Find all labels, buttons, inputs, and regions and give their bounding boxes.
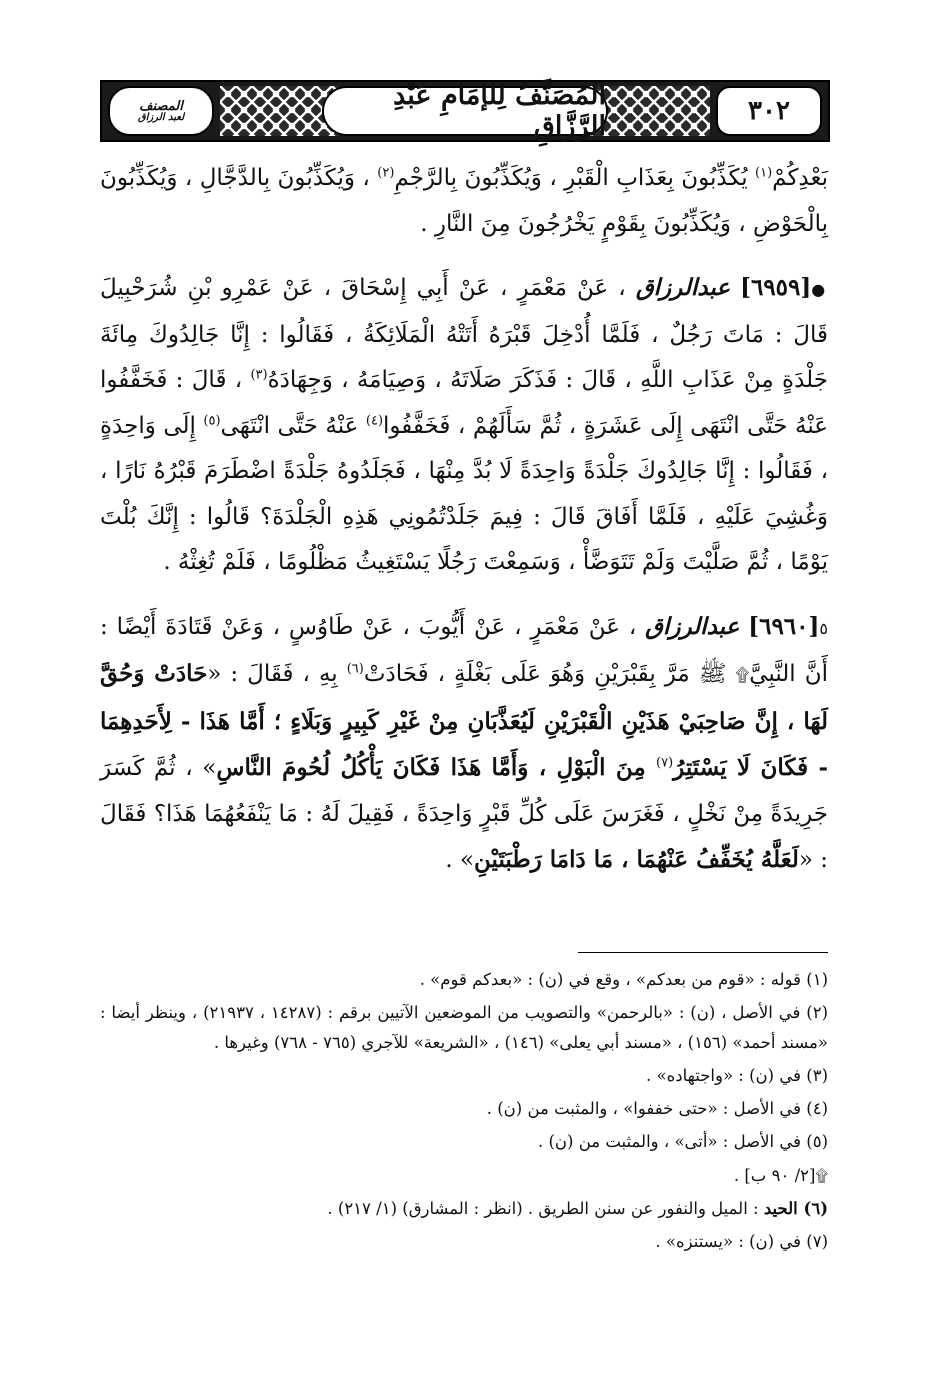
bullet-icon: ٥ <box>819 618 828 638</box>
footnote-text: : الميل والنفور عن سنن الطريق . (انظر : المشارق) (١/ ٢١٧) . <box>327 1199 764 1219</box>
footnote-ref: (٥) <box>203 412 221 428</box>
text-run: » . <box>445 847 475 873</box>
seal-line-1: المصنف <box>139 98 183 114</box>
author-name: عبدالرزاق <box>635 274 730 301</box>
paragraph-continuation <box>100 156 828 247</box>
footnote-5: (٥) في الأصل : «أتى» ، والمثبت من (ن) . <box>537 1132 828 1152</box>
footnote-4: (٤) في الأصل : «حتى خففوا» ، والمثبت من (ن) . <box>486 1099 828 1119</box>
footnote-ref: (١) <box>755 165 773 181</box>
text-run: » ، ثُمَّ كَسَرَ جَرِيدَةً مِنْ نَخْلٍ ، فَغَرَسَ عَلَى كُلِّ قَبْرٍ وَاحِدَةً ، فَقِيلَ لَهُ : مَا يَنْفَعُهُمَا هَذَا؟ فَقَالَ : « <box>100 755 828 873</box>
book-seal-logo <box>108 86 214 136</box>
title-cartouche <box>322 80 608 142</box>
footnote-1: (١) قوله : «قوم من بعدكم» ، وقع في (ن) : «بعدكم قوم» . <box>419 970 828 989</box>
author-name: عبدالرزاق <box>645 612 740 640</box>
text-run: ، وَيُكَذِّبُونَ بِالدَّجَّالِ ، وَيُكَذِّبُونَ بِالْحَوْضِ ، وَيُكَذِّبُونَ بِقَوْمٍ يَخْرُجُونَ مِنَ النَّارِ . <box>100 165 828 237</box>
seal-line-2: لعبد الرزاق <box>137 111 185 123</box>
text-run: بَعْدِكُمْ <box>772 165 828 191</box>
folio-marker-icon: ۩ <box>815 1165 828 1185</box>
footnote-3: (٣) في (ن) : «واجتهاده» . <box>646 1065 828 1085</box>
text-run: إِلَى وَاحِدَةٍ ، فَقَالُوا : إِنَّا جَالِدُوكَ جَلْدَةً وَاحِدَةً لَا بُدَّ مِنْهَا ، فَجَلَدُوهُ جَلْدَةً اضْطَرَمَ قَبْرُهُ نَارًا ، وَغُشِيَ عَلَيْهِ ، فَلَمَّا أَفَاقَ قَالَ : فِيمَ جَلَدْتُمُونِي هَذِهِ الْجَلْدَةَ؟ قَالُوا : إِنَّكَ بُلْتَ يَوْمًا ، ثُمَّ صَلَّيْتَ وَلَمْ تَتَوَضَّأْ ، وَسَمِعْتَ رَجُلًا يَسْتَغِيثُ مَظْلُومًا ، فَلَمْ تُغِثْهُ . <box>100 412 828 575</box>
text-run: ﷺ مَرَّ بِقَبْرَيْنِ وَهُوَ عَلَى بَغْلَةٍ ، فَحَادَتْ <box>363 661 736 687</box>
footnote-6 <box>100 1194 828 1223</box>
hadith-number: [٦٩٦٠] <box>748 612 820 640</box>
hadith-number: [٦٩٥٩] <box>740 274 812 301</box>
folio-reference <box>100 1161 828 1190</box>
footnote-ref: (٤) <box>365 412 384 428</box>
main-text <box>100 156 828 884</box>
hadith-6959 <box>100 265 828 586</box>
footnote-divider <box>578 952 828 953</box>
prophetic-speech: لَعَلَّهُ يُخَفِّفُ عَنْهُمَا ، مَا دَامَا رَطْبَتَيْنِ <box>474 846 799 873</box>
prophetic-speech: مِنَ الْبَوْلِ ، وَأَمَّا هَذَا فَكَانَ يَأْكُلُ لُحُومَ النَّاسِ <box>216 754 657 781</box>
footnote-label: (٦) الحيد <box>763 1199 828 1219</box>
folio-marker-icon: ۩ <box>735 665 750 686</box>
footnote-ref: (٧) <box>656 755 674 771</box>
footnote-2: (٢) في الأصل ، (ن) : «بالرحمن» والتصويب من الموضعين الآتيين برقم : (١٤٢٨٧ ، ٢١٩٣٧) ، وينظر أيضا : «مسند أحمد» (١٥٦) ، «مسند أبي يعلى» (١٤٦) ، «الشريعة» للآجري (٧٦٥ - ٧٦٨) وغيرها . <box>100 1003 829 1052</box>
text-run: عَنْهُ حَتَّى انْتَهَى <box>220 412 366 439</box>
text-run: ، عَنْ مَعْمَرٍ ، عَنْ أَيُّوبَ ، عَنْ طَاوُسٍ ، وَعَنْ قَتَادَةَ أَيْضًا : أَنَّ النَّبِيَّ <box>100 613 828 687</box>
folio-ref-text: [٢/ ٩٠ ب] . <box>733 1165 816 1185</box>
footnote-ref: (٦) <box>346 661 364 677</box>
hadith-6960 <box>100 604 828 884</box>
page-number-badge <box>716 86 822 136</box>
bullet-icon: ● <box>811 280 828 299</box>
text-run: ، عَنْ مَعْمَرٍ ، عَنْ أَبِي إِسْحَاقَ ، عَنْ عَمْرِو بْنِ شُرَحْبِيلَ قَالَ : مَاتَ رَجُلٌ ، فَلَمَّا أُدْخِلَ قَبْرَهُ أَتَتْهُ الْمَلَائِكَةُ ، فَقَالُوا : إِنَّا جَالِدُوكَ مِائَةَ جَلْدَةٍ مِنْ عَذَابِ اللَّهِ ، قَالَ : فَذَكَرَ صَلَاتَهُ ، وَصِيَامَهُ ، وَجِهَادَهُ <box>100 275 828 393</box>
text-run: ، قَالَ : فَخَفَّفُوا عَنْهُ حَتَّى انْتَهَى إِلَى عَشَرَةٍ ، ثُمَّ سَأَلَهُمْ ، فَخَفَّفُوا <box>100 367 829 439</box>
book-title: المُصَنَّفُ لِلإمَامِ عَبْدِ الرَّزَّاقِ <box>393 80 606 142</box>
ornament-right <box>590 86 710 136</box>
text-run: يُكَذِّبُونَ بِعَذَابِ الْقَبْرِ ، وَيُكَذِّبُونَ بِالرَّجْمِ <box>394 165 756 191</box>
text-run: بِهِ ، فَقَالَ : « <box>207 661 347 687</box>
footnote-ref: (٣) <box>250 367 268 383</box>
page-number: ٣٠٢ <box>748 96 790 126</box>
footnote-ref: (٢) <box>377 165 395 181</box>
footnote-7: (٧) في (ن) : «يستنزه» . <box>655 1232 828 1252</box>
prophetic-speech: حَادَتْ وَحُقَّ لَهَا ، إِنَّ صَاحِبَيْ هَذَيْنِ الْقَبْرَيْنِ لَيُعَذَّبَانِ مِنْ غَيْرِ كَبِيرٍ وَبَلَاءٍ ؛ أَمَّا هَذَا - لِأَحَدِهِمَا - فَكَانَ لَا يَسْتَتِرُ <box>100 660 829 781</box>
footnotes <box>100 965 828 1257</box>
page-header <box>100 80 830 142</box>
